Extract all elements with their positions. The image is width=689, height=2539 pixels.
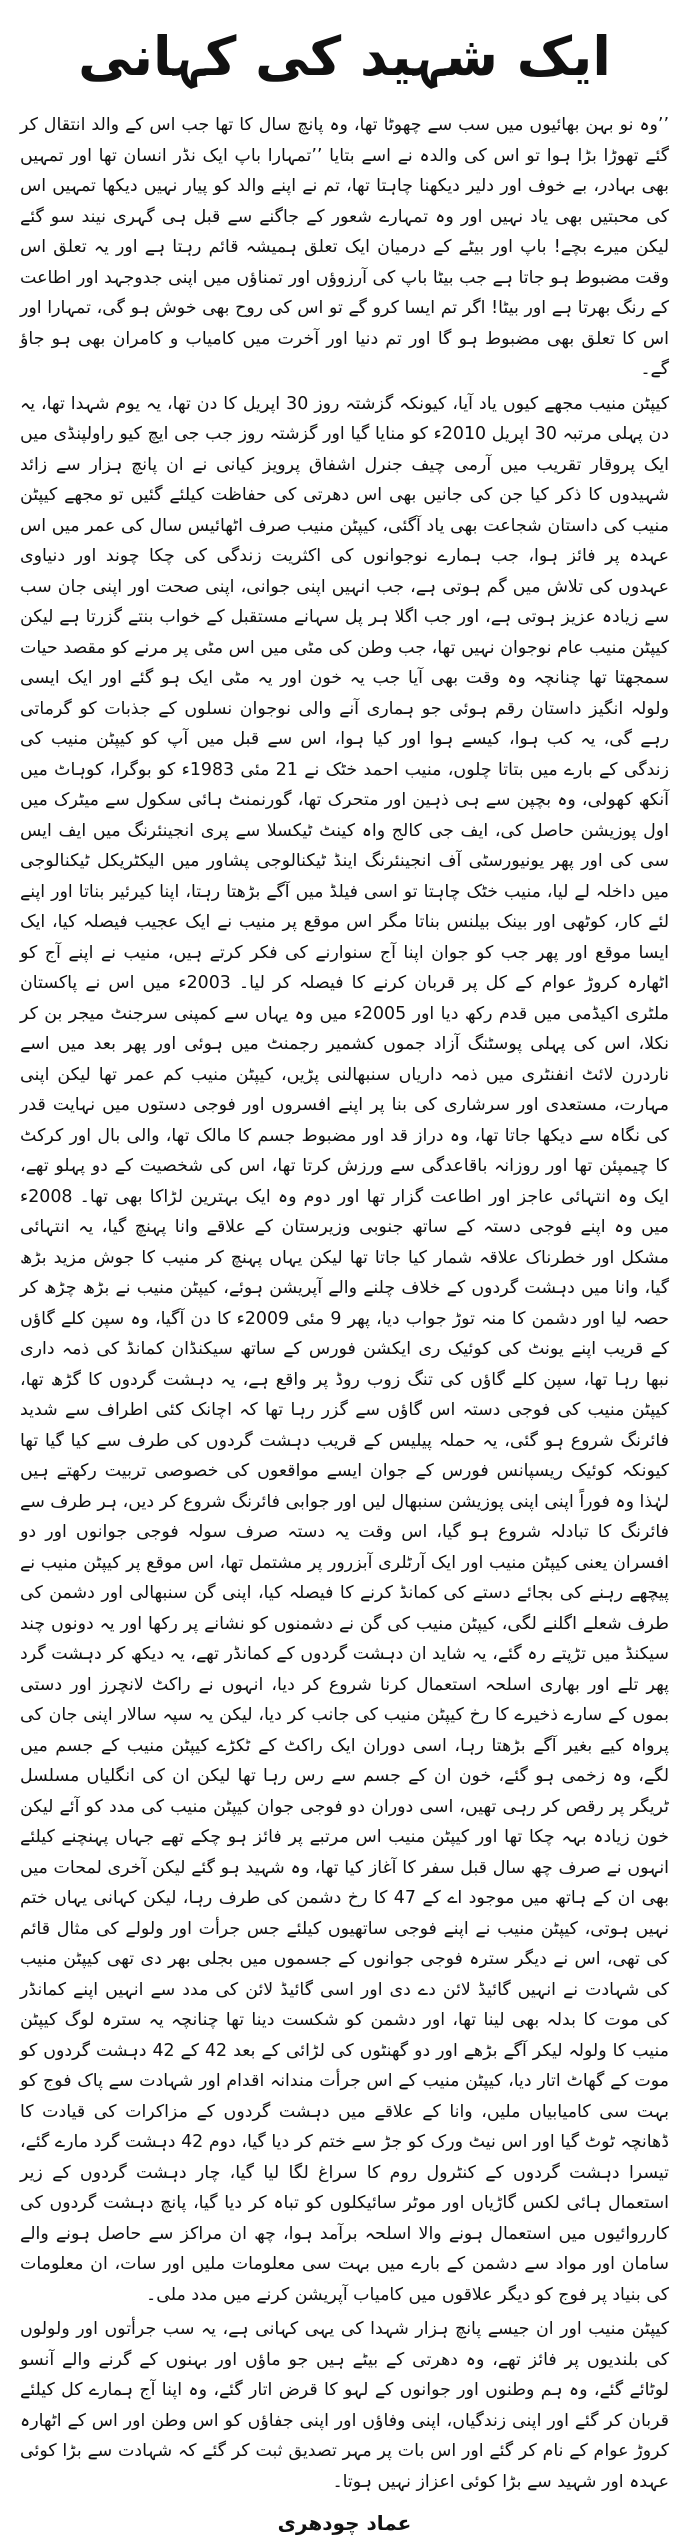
author-byline: عماد چودھری xyxy=(277,2511,412,2535)
article-title: ایک شہید کی کہانی xyxy=(78,25,611,88)
article-paragraph: کیپٹن منیب مجھے کیوں یاد آیا، کیونکہ گزشتہ روز 30 اپریل کا دن تھا، یہ یوم شہدا تھا، یہ دن پہلی مرتبہ 30 اپریل 2010ء کو منایا گیا اور گزشتہ روز جب جی ایچ کیو راولپنڈی میں ایک پروقار تقریب میں آرمی چیف جنرل اشفاق پرویز کیانی نے ان پانچ ہزار سے زائد شہیدوں کا ذکر کیا جن کی جانیں بھی اس دھرتی کی حفاظت کیلئے گئیں تو مجھے کیپٹن منیب کی داستان شجاعت بھی یاد آگئی، کیپٹن منیب صرف اٹھائیس سال کی عمر میں اس عہدہ پر فائز ہوا، جب ہمارے نوجوانوں کی اکثریت زندگی کی چکا چوند اور دنیاوی عہدوں کی تلاش میں گم ہوتی ہے، جب انہیں اپنی جوانی، اپنی صحت اور اپنی جان سب سے زیادہ عزیز ہوتی ہے، اور جب اگلا ہر پل سہانے مستقبل کے خواب بنتے گزرتا ہے لیکن کیپٹن منیب عام نوجوان نہیں تھا، جب وطن کی مٹی میں اس مٹی پر مرنے کو مقصد حیات سمجھتا تھا چنانچہ وہ وقت بھی آیا جب یہ خون اور یہ مٹی ایک ہو گئے اور ایک ایسی ولولہ انگیز داستان رقم ہوئی جو ہماری آنے والی نوجوان نسلوں کے جذبات کو گرماتی رہے گی، یہ کب ہوا، کیسے ہوا اور کیا ہوا، اس سے قبل میں آپ کو کیپٹن منیب کی زندگی کے بارے میں بتاتا چلوں، منیب احمد خٹک نے 21 مئی 1983ء کو بوگرا، کوہاٹ میں آنکھ کھولی، وہ بچپن سے ہی ذہین اور متحرک تھا، گورنمنٹ ہائی سکول سے میٹرک میں اول پوزیشن حاصل کی، ایف جی کالج واہ کینٹ ٹیکسلا سے پری انجینئرنگ میں ایف ایس سی کی اور پھر یونیورسٹی آف انجینئرنگ اینڈ ٹیکنالوجی پشاور میں الیکٹریکل ٹیکنالوجی میں داخلہ لے لیا، منیب خٹک چاہتا تو اسی فیلڈ میں آگے بڑھتا رہتا، اپنا کیرئیر بناتا اور اپنے لئے کار، کوٹھی اور بینک بیلنس بناتا مگر اس موقع پر منیب نے ایک عجیب فیصلہ کیا، ایک ایسا موقع اور پھر جب کو جوان اپنا آج سنوارنے کی فکر کرتے ہیں، منیب نے اپنے آج کو اٹھارہ کروڑ عوام کے کل پر قربان کرنے کا فیصلہ کر لیا۔ 2003ء میں اس نے پاکستان ملٹری اکیڈمی میں قدم رکھ دیا اور 2005ء میں وہ یہاں سے کمپنی سرجنٹ میجر بن کر نکلا، اس کی پہلی پوسٹنگ آزاد جموں کشمیر رجمنٹ میں ہوئی اور پھر بعد میں اسے ناردرن لائٹ انفنٹری میں ذمہ داریاں سنبھالنی پڑیں، کیپٹن منیب کم عمر تھا لیکن اپنی مہارت، مستعدی اور سرشاری کی بنا پر اپنے افسروں اور فوجی دستوں میں نہایت قدر کی نگاہ سے دیکھا جاتا تھا، وہ دراز قد اور مضبوط جسم کا مالک تھا، والی بال اور کرکٹ کا چیمپئن تھا اور روزانہ باقاعدگی سے ورزش کرتا تھا، اس کی شخصیت کے دو پہلو تھے، ایک وہ انتہائی عاجز اور اطاعت گزار تھا اور دوم وہ ایک بہترین لڑاکا بھی تھا۔ 2008ء میں وہ اپنے فوجی دستہ کے ساتھ جنوبی وزیرستان کے علاقے وانا پہنچ گیا، یہ انتہائی مشکل اور خطرناک علاقہ شمار کیا جاتا تھا لیکن یہاں پہنچ کر منیب کا جوش مزید بڑھ گیا، وانا میں دہشت گردوں کے خلاف چلنے والے آپریشن ہوئے، کیپٹن منیب نے بڑھ چڑھ کر حصہ لیا اور دشمن کا منہ توڑ جواب دیا، پھر 9 مئی 2009ء کا دن آگیا، وہ سپن کلے گاؤں کے قریب اپنے یونٹ کی کوئیک ری ایکشن فورس کے ساتھ سیکنڈان کمانڈ کی ذمہ داری نبھا رہا تھا، سپن کلے گاؤں کی تنگ زوب روڈ پر واقع ہے، یہ دہشت گردوں کا گڑھ تھا، کیپٹن منیب کی فوجی دستہ اس گاؤں سے گزر رہا تھا کہ اچانک کئی اطراف سے شدید فائرنگ شروع ہو گئی، یہ حملہ پیلیس کے قریب دہشت گردوں کی طرف سے کیا گیا تھا کیونکہ کوئیک ریسپانس فورس کے جوان ایسے مواقعوں کی خصوصی تربیت رکھتے ہیں لہٰذا وہ فوراً اپنی اپنی پوزیشن سنبھال لیں اور جوابی فائرنگ شروع کر دیں، ہر طرف سے فائرنگ کا تبادلہ شروع ہو گیا، اس وقت یہ دستہ صرف سولہ فوجی جوانوں اور دو افسران یعنی کیپٹن منیب اور ایک آرٹلری آبزرور پر مشتمل تھا، اس موقع پر کیپٹن منیب نے پیچھے رہنے کی بجائے دستے کی کمانڈ کرنے کا فیصلہ کیا، اپنی گن سنبھالی اور دشمن کی طرف شعلے اگلنے لگی، کیپٹن منیب کی گن نے دشمنوں کو نشانے پر رکھا اور یہ دونوں چند سیکنڈ میں تڑپتے رہ گئے، یہ شاید ان دہشت گردوں کے کمانڈر تھے، یہ دیکھ کر دہشت گرد پھر تلے اور بھاری اسلحہ استعمال کرنا شروع کر دیا، انہوں نے راکٹ لانچرز اور دستی بموں کے سارے ذخیرے کا رخ کیپٹن منیب کی جانب کر دیا، لیکن یہ سپہ سالار اپنی جان کی پرواہ کیے بغیر آگے بڑھتا رہا، اسی دوران ایک راکٹ کے ٹکڑے کیپٹن منیب کے جسم میں لگے، وہ زخمی ہو گئے، خون ان کے جسم سے رس رہا تھا لیکن ان کی انگلیاں مسلسل ٹریگر پر رقص کر رہی تھیں، اسی دوران دو فوجی جوان کیپٹن منیب کی مدد کو آئے لیکن خون زیادہ بہہ چکا تھا اور کیپٹن منیب اس مرتبے پر فائز ہو چکے تھے جہاں پہنچنے کیلئے انہوں نے صرف چھ سال قبل سفر کا آغاز کیا تھا، وہ شہید ہو گئے لیکن آخری لمحات میں بھی ان کے ہاتھ میں موجود اے کے 47 کا رخ دشمن کی طرف رہا، لیکن کہانی یہاں ختم نہیں ہوتی، کیپٹن منیب نے اپنے فوجی ساتھیوں کیلئے جس جرأت اور ولولے کی مثال قائم کی تھی، اس نے دیگر سترہ فوجی جوانوں کے جسموں میں بجلی بھر دی تھی کیپٹن منیب کی شہادت نے انہیں گائیڈ لائن دے دی اور اسی گائیڈ لائن کی مدد سے انہیں اپنے کمانڈر کی موت کا بدلہ بھی لینا تھا، اور دشمن کو شکست دینا تھا چنانچہ یہ سترہ لوگ کیپٹن منیب کا ولولہ لیکر آگے بڑھے اور دو گھنٹوں کی لڑائی کے بعد 42 کے 42 دہشت گردوں کو موت کے گھاٹ اتار دیا، کیپٹن منیب کے اس جرأت مندانہ اقدام اور شہادت سے پاک فوج کو بہت سی کامیابیاں ملیں، وانا کے علاقے میں دہشت گردوں کے مزاکرات کی قیادت کا ڈھانچہ ٹوٹ گیا اور اس نیٹ ورک کو جڑ سے ختم کر دیا گیا، دوم 42 دہشت گرد مارے گئے، تیسرا دہشت گردوں کے کنٹرول روم کا سراغ لگا لیا گیا، چار دہشت گردوں کے زیر استعمال ہائی لکس گاڑیاں اور موٹر سائیکلوں کو تباہ کر دیا گیا، پانچ دہشت گردوں کی کارروائیوں میں استعمال ہونے والا اسلحہ برآمد ہوا، چھ ان مراکز سے حاصل ہونے والے سامان اور مواد سے دشمن کے بارے میں بہت سی معلومات ملیں اور سات، ان معلومات کی بنیاد پر فوج کو دیگر علاقوں میں کامیاب آپریشن کرنے میں مدد ملی۔ xyxy=(20,393,669,2305)
article-paragraph: کیپٹن منیب اور ان جیسے پانچ ہزار شہدا کی یہی کہانی ہے، یہ سب جرأتوں اور ولولوں کی بلندیوں پر فائز تھے، وہ دھرتی کے بیٹے ہیں جو ماؤں اور بہنوں کے گرنے والے آنسو لوٹائے گئے، وہ ہم وطنوں اور جوانوں کے لہو کا قرض اتار گئے، وہ اپنا آج ہمارے کل کیلئے قربان کر گئے اور اپنی زندگیاں، اپنی وفاؤں اور اپنی جفاؤں کو اس وطن اور اس کے اٹھارہ کروڑ عوام کے نام کر گئے اور اس بات پر مہر تصدیق ثبت کر گئے کہ شہادت سے بڑا کوئی عہدہ اور شہید سے بڑا کوئی اعزاز نہیں ہوتا۔ xyxy=(20,2319,669,2492)
article-body xyxy=(20,110,669,2497)
article-paragraph: ’’وہ نو بہن بھائیوں میں سب سے چھوٹا تھا، وہ پانچ سال کا تھا جب اس کے والد انتقال کر گئے تھوڑا بڑا ہوا تو اس کی والدہ نے اسے بتایا ’’تمہارا باپ ایک نڈر انسان تھا اور تمہیں بھی بہادر، بے خوف اور دلیر دیکھنا چاہتا تھا، تم نے اپنے والد کو پیار نہیں دیکھا تمہیں اس کی محبتیں بھی یاد نہیں اور وہ تمہارے شعور کے جاگنے سے قبل ہی گہری نیند سو گئے لیکن میرے بچے! باپ اور بیٹے کے درمیان ایک تعلق ہمیشہ قائم رہتا ہے اور یہ تعلق اس وقت مضبوط ہو جاتا ہے جب بیٹا باپ کی آرزوؤں اور تمناؤں میں اپنی جدوجہد اور اطاعت کے رنگ بھرتا ہے اور بیٹا! اگر تم ایسا کرو گے تو اس کی روح بھی خوش ہو گی، تمہارا اور اس کا تعلق بھی مضبوط ہو گا اور تم دنیا اور آخرت میں کامیاب و کامران بھی ہو جاؤ گے۔ xyxy=(20,115,669,379)
